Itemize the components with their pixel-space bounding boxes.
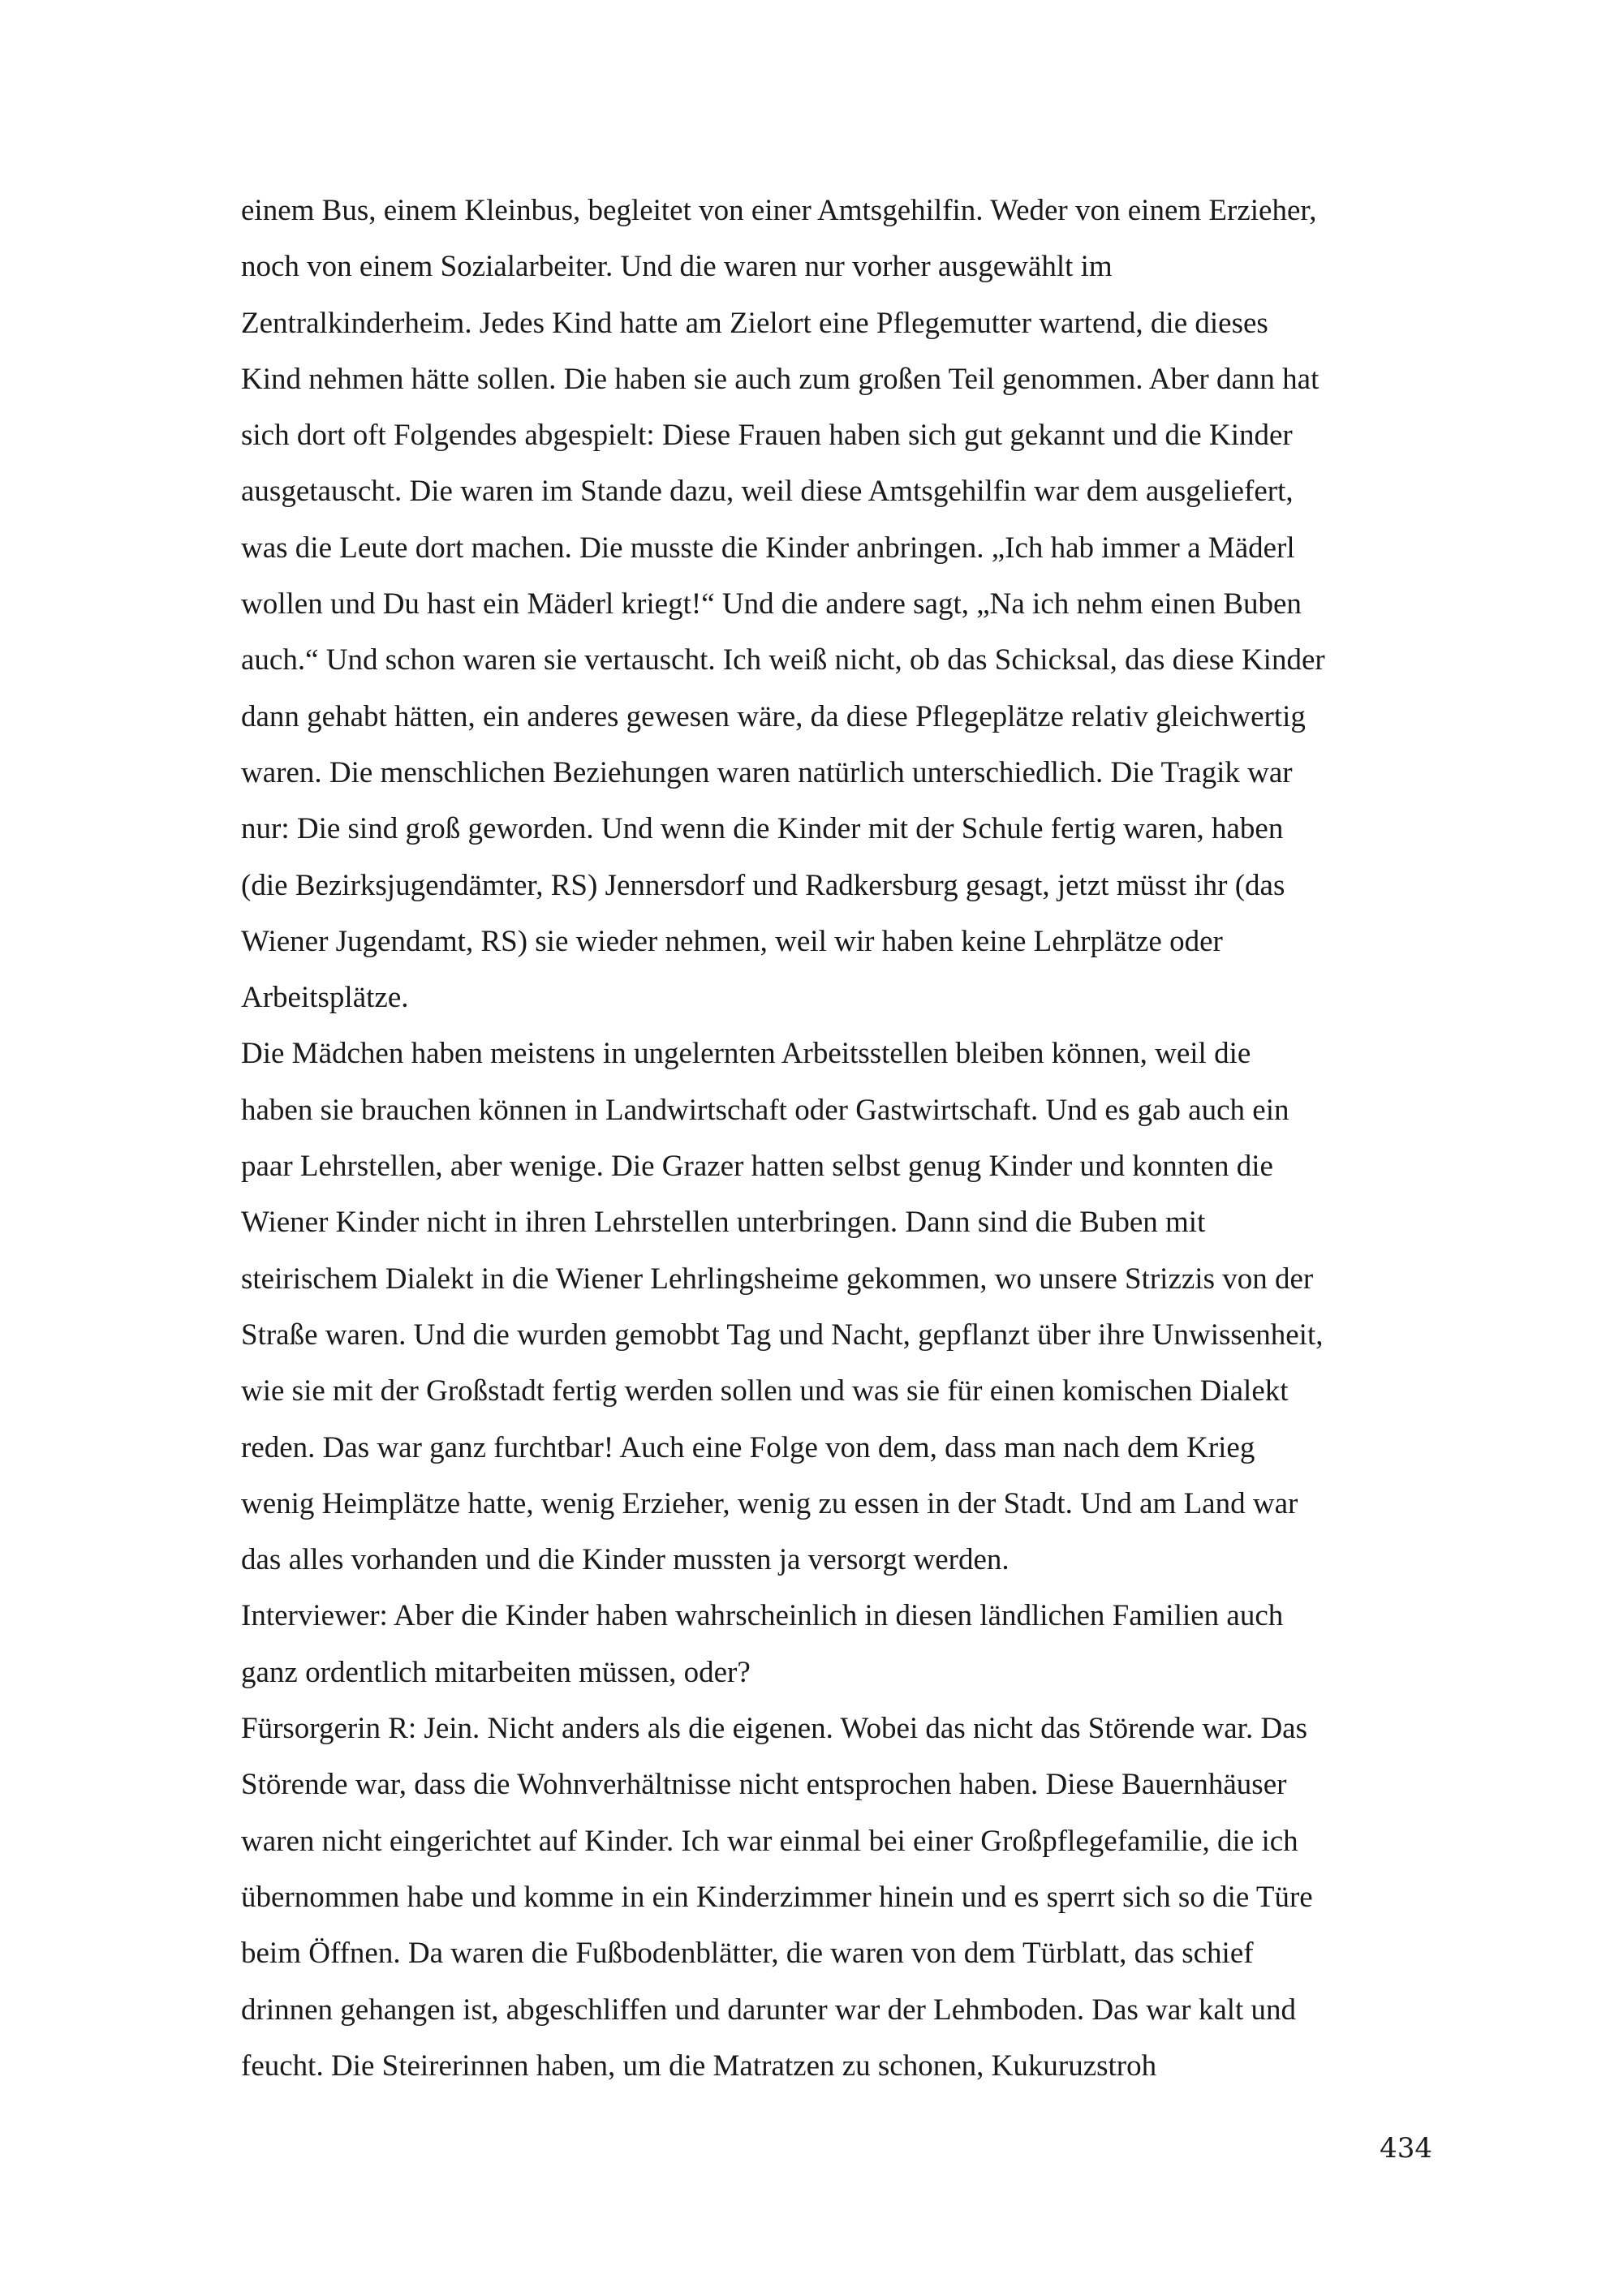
- page-number: 434: [1380, 2132, 1432, 2165]
- text-line: sich dort oft Folgendes abgespielt: Diese Frauen haben sich gut gekannt und die Kinder: [241, 419, 1293, 453]
- text-line: was die Leute dort machen. Die musste die Kinder anbringen. „Ich hab immer a Mäderl: [241, 531, 1295, 565]
- text-line: Fürsorgerin R: Jein. Nicht anders als die eigenen. Wobei das nicht das Störende war. Das: [241, 1712, 1308, 1746]
- text-line: Die Mädchen haben meistens in ungelernten Arbeitsstellen bleiben können, weil die: [241, 1037, 1251, 1071]
- text-line: feucht. Die Steirerinnen haben, um die Matratzen zu schonen, Kukuruzstroh: [241, 2049, 1157, 2083]
- text-line: dann gehabt hätten, ein anderes gewesen wäre, da diese Pflegeplätze relativ gleichwertig: [241, 699, 1306, 733]
- text-line: wollen und Du hast ein Mäderl kriegt!“ Und die andere sagt, „Na ich nehm einen Buben: [241, 587, 1302, 621]
- text-line: einem Bus, einem Kleinbus, begleitet von einer Amtsgehilfin. Weder von einem Erzieher,: [241, 194, 1317, 227]
- text-line: paar Lehrstellen, aber wenige. Die Grazer hatten selbst genug Kinder und konnten die: [241, 1150, 1273, 1184]
- text-line: auch.“ Und schon waren sie vertauscht. Ich weiß nicht, ob das Schicksal, das diese Kinder: [241, 643, 1325, 677]
- text-line: Wiener Kinder nicht in ihren Lehrstellen unterbringen. Dann sind die Buben mit: [241, 1206, 1206, 1240]
- text-line: (die Bezirksjugendämter, RS) Jennersdorf und Radkersburg gesagt, jetzt müsst ihr (das: [241, 868, 1285, 902]
- text-line: Straße waren. Und die wurden gemobbt Tag und Nacht, gepflanzt über ihre Unwissenheit,: [241, 1318, 1324, 1352]
- text-line: wie sie mit der Großstadt fertig werden sollen und was sie für einen komischen Dialekt: [241, 1374, 1289, 1408]
- body-text: [241, 183, 1434, 2094]
- text-line: waren nicht eingerichtet auf Kinder. Ich war einmal bei einer Großpflegefamilie, die ich: [241, 1824, 1298, 1858]
- text-line: wenig Heimplätze hatte, wenig Erzieher, wenig zu essen in der Stadt. Und am Land war: [241, 1486, 1298, 1520]
- text-line: Interviewer: Aber die Kinder haben wahrscheinlich in diesen ländlichen Familien auch: [241, 1599, 1284, 1633]
- text-line: ausgetauscht. Die waren im Stande dazu, weil diese Amtsgehilfin war dem ausgeliefert,: [241, 475, 1294, 509]
- text-line: waren. Die menschlichen Beziehungen waren natürlich unterschiedlich. Die Tragik war: [241, 755, 1293, 789]
- text-line: Zentralkinderheim. Jedes Kind hatte am Zielort eine Pflegemutter wartend, die dieses: [241, 306, 1268, 340]
- text-line: das alles vorhanden und die Kinder mussten ja versorgt werden.: [241, 1543, 1010, 1577]
- text-line: reden. Das war ganz furchtbar! Auch eine Folge von dem, dass man nach dem Krieg: [241, 1430, 1255, 1464]
- text-line: noch von einem Sozialarbeiter. Und die waren nur vorher ausgewählt im: [241, 250, 1113, 284]
- text-line: drinnen gehangen ist, abgeschliffen und darunter war der Lehmboden. Das war kalt und: [241, 1993, 1297, 2027]
- text-line: beim Öffnen. Da waren die Fußbodenblätter, die waren von dem Türblatt, das schief: [241, 1937, 1254, 1971]
- text-line: nur: Die sind groß geworden. Und wenn die Kinder mit der Schule fertig waren, haben: [241, 812, 1284, 846]
- text-line: übernommen habe und komme in ein Kinderzimmer hinein und es sperrt sich so die Türe: [241, 1880, 1313, 1914]
- text-line: steirischem Dialekt in die Wiener Lehrlingsheime gekommen, wo unsere Strizzis von der: [241, 1262, 1314, 1296]
- text-line: Störende war, dass die Wohnverhältnisse nicht entsprochen haben. Diese Bauernhäuser: [241, 1768, 1287, 1802]
- text-line: Arbeitsplätze.: [241, 981, 409, 1015]
- text-line: Kind nehmen hätte sollen. Die haben sie auch zum großen Teil genommen. Aber dann hat: [241, 362, 1319, 396]
- text-line: haben sie brauchen können in Landwirtschaft oder Gastwirtschaft. Und es gab auch ein: [241, 1093, 1289, 1127]
- text-line: Wiener Jugendamt, RS) sie wieder nehmen, weil wir haben keine Lehrplätze oder: [241, 924, 1223, 958]
- text-line: ganz ordentlich mitarbeiten müssen, oder?: [241, 1655, 751, 1689]
